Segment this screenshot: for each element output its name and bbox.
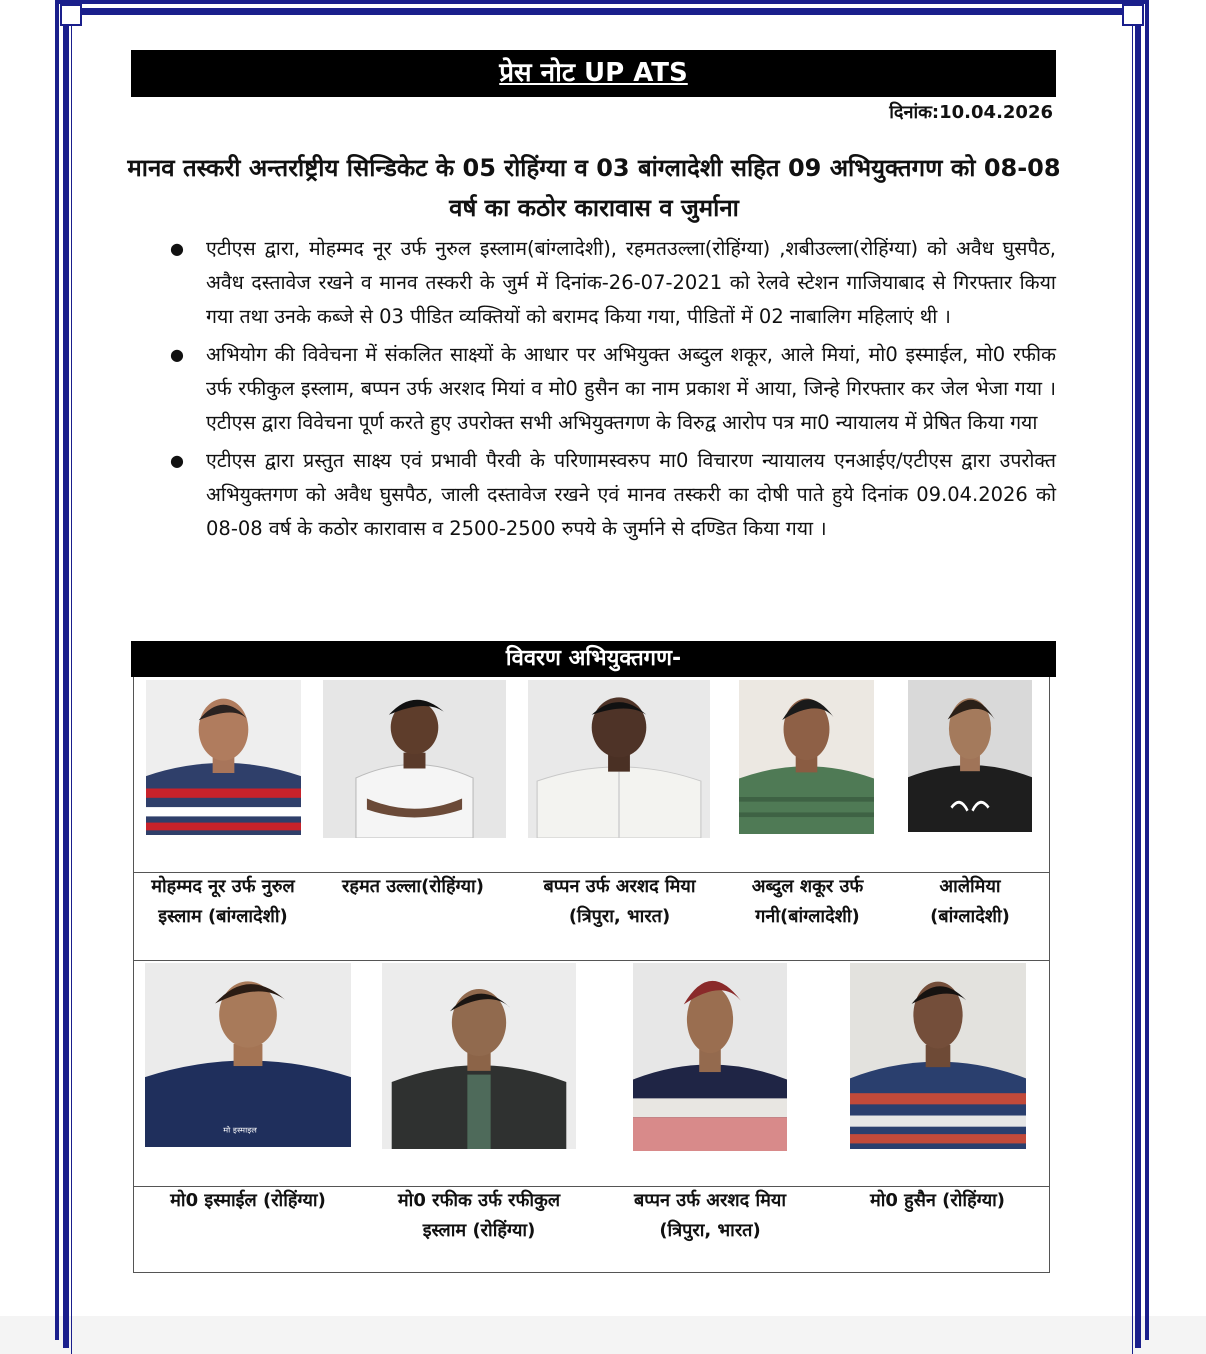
person-portrait-icon (382, 963, 576, 1149)
accused-name: मो0 इस्माईल (रोहिंग्या) (170, 1190, 326, 1211)
person-portrait-icon (850, 963, 1026, 1149)
border-corner-ornament (60, 4, 82, 26)
table-divider (133, 960, 1050, 961)
shirt-label: मो इस्माइल (223, 1125, 257, 1135)
bullet-list (170, 232, 1056, 550)
accused-photo (146, 680, 301, 835)
accused-name: मोहम्मद नूर उर्फ नुरुल इस्लाम (बांग्लादेशी) (151, 876, 295, 927)
accused-name: बप्पन उर्फ अरशद मिया (त्रिपुरा, भारत) (633, 1190, 787, 1241)
person-portrait-icon (323, 680, 506, 838)
press-note-date: दिनांक:10.04.2026 (889, 102, 1053, 123)
border-corner-ornament (1122, 4, 1144, 26)
person-portrait-icon (145, 963, 351, 1147)
accused-name: बप्पन उर्फ अरशद मिया (त्रिपुरा, भारत) (543, 876, 696, 927)
accused-photo (528, 680, 710, 838)
accused-name: मो0 हुसैन (रोहिंग्या) (869, 1190, 1006, 1211)
section-title: विवरण अभियुक्तगण- (505, 646, 682, 671)
bullet-item: ● एटीएस द्वारा, मोहम्मद नूर उर्फ नुरुल इस्लाम(बांग्लादेशी), रहमतउल्ला(रोहिंग्या) ,शबीउल्ला(रोहिंग्या) को अवैध घुसपैठ, अवैध दस्तावेज रखने व मानव तस्करी के जुर्म में दिनांक-26-07-2021 को रेलवे स्टेशन गाजियाबाद से गिरफ्तार किया गया तथा उनके कब्जे से 03 पीडित व्यक्तियों को बरामद किया गया, पीडितों में 02 नाबालिग महिलाएं थी । (170, 232, 1056, 334)
person-portrait-icon (739, 680, 874, 834)
accused-name: रहमत उल्ला(रोहिंग्या) (342, 876, 484, 897)
accused-photo (908, 680, 1032, 832)
person-portrait-icon (146, 680, 301, 835)
section-title-bar (131, 641, 1056, 677)
accused-name: अब्दुल शकूर उर्फ गनी(बांग्लादेशी) (751, 876, 864, 927)
page-title-bar (131, 50, 1056, 97)
person-portrait-icon (528, 680, 710, 838)
accused-photo (382, 963, 576, 1149)
person-portrait-icon (908, 680, 1032, 832)
accused-photo (323, 680, 506, 838)
accused-photo (850, 963, 1026, 1149)
accused-photo (145, 963, 351, 1147)
accused-photo (739, 680, 874, 834)
accused-name: आलेमिया (बांग्लादेशी) (930, 876, 1010, 927)
person-portrait-icon (633, 963, 787, 1151)
bullet-item: ● अभियोग की विवेचना में संकलित साक्ष्यों के आधार पर अभियुक्त अब्दुल शकूर, आले मियां, मो0 इस्माईल, मो0 रफीक उर्फ रफीकुल इस्लाम, बप्पन उर्फ अरशद मियां व मो0 हुसैन का नाम प्रकाश में आया, जिन्हे गिरफ्तार कर जेल भेजा गया । एटीएस द्वारा विवेचना पूर्ण करते हुए उपरोक्त सभी अभियुक्तगण के विरुद्व आरोप पत्र मा0 न्यायालय में प्रेषित किया गया (170, 338, 1056, 440)
headline: मानव तस्करी अन्तर्राष्ट्रीय सिन्डिकेट के 05 रोहिंग्या व 03 बांग्लादेशी सहित 09 अभियुक्तगण को 08-08 वर्ष का कठोर कारावास व जुर्माना (127, 154, 1061, 222)
accused-photo (633, 963, 787, 1151)
page-title: प्रेस नोट UP ATS (499, 58, 688, 88)
bullet-item: ● एटीएस द्वारा प्रस्तुत साक्ष्य एवं प्रभावी पैरवी के परिणामस्वरुप मा0 विचारण न्यायालय एनआईए/एटीएस द्वारा उपरोक्त अभियुक्तगण को अवैध घुसपैठ, जाली दस्तावेज रखने एवं मानव तस्करी का दोषी पाते हुये दिनांक 09.04.2026 को 08-08 वर्ष के कठोर कारावास व 2500-2500 रुपये के जुर्माने से दण्डित किया गया । (170, 444, 1056, 546)
accused-name: मो0 रफीक उर्फ रफीकुल इस्लाम (रोहिंग्या) (397, 1190, 561, 1241)
